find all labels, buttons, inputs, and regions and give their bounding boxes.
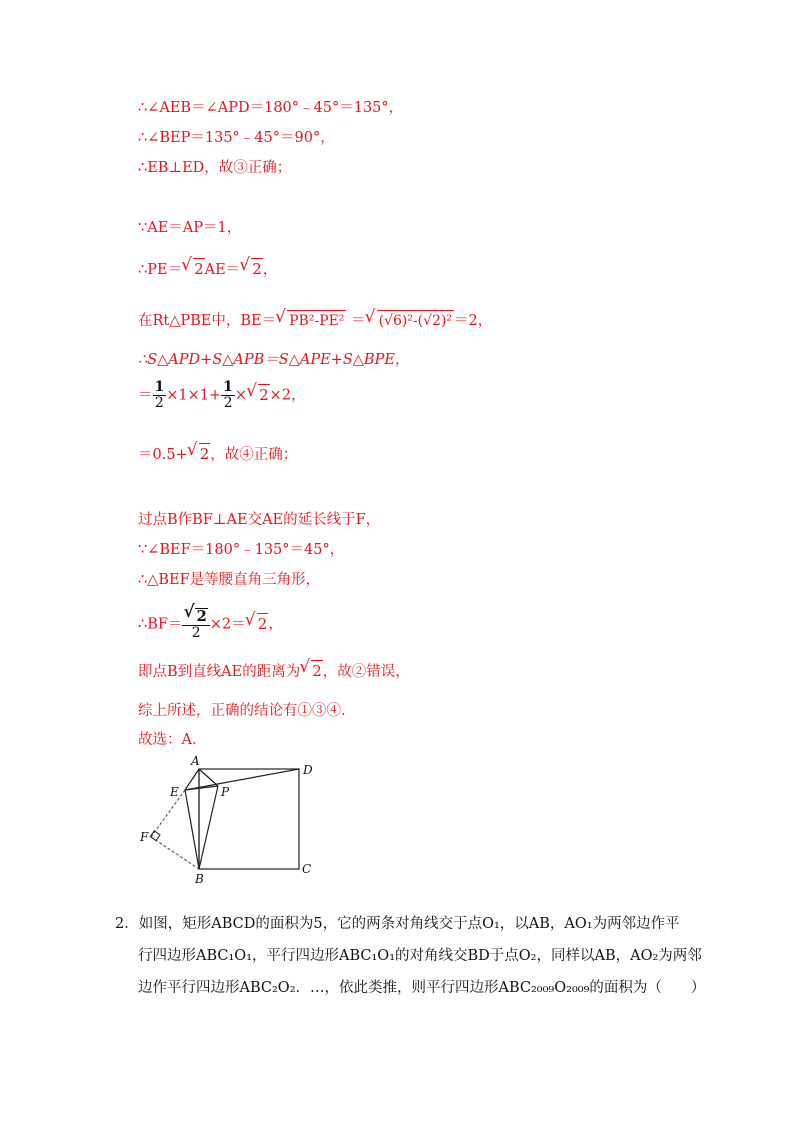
label-e: E	[170, 785, 179, 799]
solution-line-16: 故选：A．	[138, 732, 207, 748]
solution-line-3: ∴EB⊥ED，故③正确；	[138, 160, 292, 176]
sqrt-2-d: √ 2	[188, 443, 211, 465]
sqrt-2-a: √ 2	[182, 258, 205, 280]
solution-line-8: ＝ $\frac{1}{2}$ ×1×1+ $\frac{1}{2}$ ×√ 2×2，	[138, 380, 305, 411]
segment-ae	[185, 769, 199, 790]
solution-line-7: ∴S△APD+S△APB＝S△APE+S△BPE，	[138, 352, 410, 368]
label-f: F	[140, 830, 149, 844]
question-number: 2．	[115, 916, 139, 932]
sqrt-2-b: √ 2	[240, 258, 263, 280]
fraction-half-b: $\frac{1}{2}$	[223, 379, 233, 411]
solution-line-6: 在Rt△PBE中，BE＝√ PB²-PE² ＝√ (√6)²-(√2)² ＝2，	[138, 310, 492, 331]
solution-line-10: 过点B作BF⊥AE交AE的延长线于F，	[138, 512, 381, 528]
solution-line-13: ∴BF＝ √ $\frac{2}{2}$ ×2＝√ 2，	[138, 608, 283, 641]
rt-triangle-text: 在Rt△PBE中，BE＝	[138, 313, 277, 329]
solution-line-11: ∵∠BEF＝180°﹣135°＝45°，	[138, 542, 345, 558]
label-p: P	[221, 785, 230, 799]
label-a: A	[191, 754, 200, 768]
sqrt-2-f: √ 2	[300, 660, 323, 682]
geometry-figure	[138, 752, 328, 887]
label-b: B	[195, 872, 204, 886]
solution-line-4: ∵AE＝AP＝1，	[138, 220, 242, 236]
segment-eb	[185, 790, 199, 869]
sqrt-2-c: √ 2	[247, 384, 270, 406]
fraction-sqrt2-over-2: √ $\frac{2}{2}$	[182, 608, 209, 641]
sqrt-6-2: √ (√6)²-(√2)²	[366, 310, 454, 331]
solution-line-9: ＝0.5+√ 2，故④正确；	[138, 443, 297, 465]
solution-line-15: 综上所述，正确的结论有①③④．	[138, 703, 356, 719]
solution-line-2: ∴∠BEP＝135°﹣45°＝90°，	[138, 130, 335, 146]
question-2-line-3: 边作平行四边形ABC₂O₂．…，依此类推，则平行四边形ABC₂₀₀₉O₂₀₀₉的面积为（ ）	[138, 980, 706, 996]
segment-ef-dashed	[151, 790, 185, 837]
sqrt-2-e: √ 2	[246, 613, 269, 635]
question-2-line-1: 2．如图，矩形ABCD的面积为5，它的两条对角线交于点O₁，以AB，AO₁为两邻边作平	[115, 916, 680, 932]
segment-ap	[199, 769, 218, 786]
question-2-line-2: 行四边形ABC₁O₁，平行四边形ABC₁O₁的对角线交BD于点O₂，同样以AB，AO₂为两邻	[138, 948, 702, 964]
segment-pb	[199, 786, 218, 869]
ae-label: AE＝	[204, 262, 241, 278]
solution-line-14: 即点B到直线AE的距离为√ 2，故②错误，	[138, 660, 410, 682]
label-c: C	[302, 862, 312, 876]
segment-fb-dashed	[151, 837, 199, 869]
pe-label: ∴PE＝	[138, 262, 183, 278]
square-abcd	[199, 769, 299, 869]
sqrt-pb-pe: √ PB²-PE²	[276, 310, 346, 331]
fraction-half-a: $\frac{1}{2}$	[154, 379, 165, 411]
solution-line-12: ∴△BEF是等腰直角三角形，	[138, 572, 321, 588]
solution-line-1: ∴∠AEB＝∠APD＝180°﹣45°＝135°，	[138, 100, 404, 116]
be-result: ＝2，	[454, 313, 493, 329]
label-d: D	[303, 763, 313, 777]
solution-line-5: ∴PE＝√ 2AE＝√ 2，	[138, 258, 277, 280]
